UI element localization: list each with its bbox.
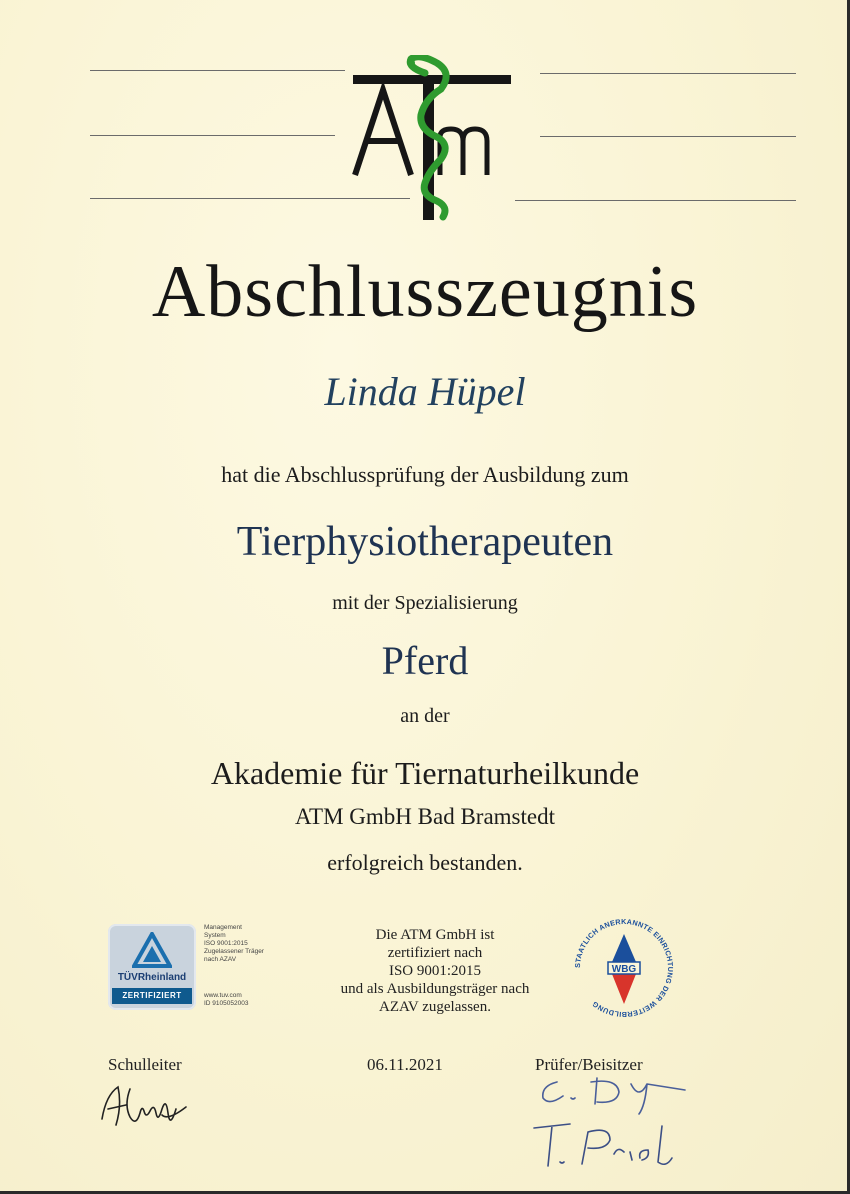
principal-signature [96, 1075, 196, 1145]
recipient-name: Linda Hüpel [324, 369, 526, 414]
tuv-certification-badge [108, 924, 283, 1012]
company-name: ATM GmbH Bad Bramstedt [294, 804, 555, 829]
certification-note-line: und als Ausbildungsträger nach [340, 981, 530, 997]
atm-logo [345, 55, 515, 225]
exam-statement: hat die Abschlussprüfung der Ausbildung zum [221, 462, 629, 487]
tuv-info-line: Zugelassener Träger [204, 948, 264, 955]
tuv-info [204, 924, 286, 964]
header-rule [90, 135, 335, 136]
certificate-title: Abschlusszeugnis [151, 251, 699, 333]
header-rule [540, 73, 796, 74]
principal-label: Schulleiter [108, 1055, 182, 1074]
certification-note-line: AZAV zugelassen. [379, 999, 491, 1015]
wbg-up-icon [612, 934, 636, 962]
tuv-info-line: nach AZAV [204, 956, 237, 963]
academy-name: Akademie für Tiernaturheilkunde [210, 755, 640, 791]
issue-date: 06.11.2021 [367, 1055, 443, 1074]
profession: Tierphysiotherapeuten [236, 519, 614, 565]
tuv-certified-label: ZERTIFIZIERT [112, 988, 192, 1004]
certification-note-line: ISO 9001:2015 [388, 963, 482, 979]
specialization-label: mit der Spezialisierung [332, 592, 518, 614]
certification-note-line: Die ATM GmbH ist [375, 927, 495, 943]
tuv-info-line: System [204, 932, 226, 939]
wbg-seal [568, 912, 680, 1024]
certification-note-line: zertifiziert nach [387, 945, 483, 961]
certification-note [305, 926, 565, 1016]
tuv-triangle-icon [132, 932, 172, 968]
tuv-web-line: ID 9105052003 [204, 1000, 249, 1007]
passed-statement: erfolgreich bestanden. [327, 850, 523, 875]
specialization: Pferd [381, 638, 469, 683]
header-rule [90, 70, 345, 71]
tuv-badge [108, 924, 196, 1010]
tuv-info-line: ISO 9001:2015 [204, 940, 248, 947]
wbg-ring-text: STAATLICH ANERKANNTE EINRICHTUNG DER WEITERBILDUNG [572, 916, 676, 1020]
tuv-brand: TÜVRheinland [117, 972, 187, 983]
examiner-label: Prüfer/Beisitzer [535, 1055, 643, 1074]
examiner-signature-1 [535, 1070, 705, 1120]
at-label: an der [400, 705, 450, 727]
tuv-web-line: www.tuv.com [204, 992, 242, 999]
tuv-info-line: Management [204, 924, 242, 931]
tuv-web-info [204, 992, 248, 1008]
wbg-down-icon [612, 974, 636, 1004]
header-rule [540, 136, 796, 137]
examiner-signature-2 [530, 1118, 680, 1178]
header-rule [515, 200, 796, 201]
wbg-center-text: WBG [611, 964, 637, 975]
